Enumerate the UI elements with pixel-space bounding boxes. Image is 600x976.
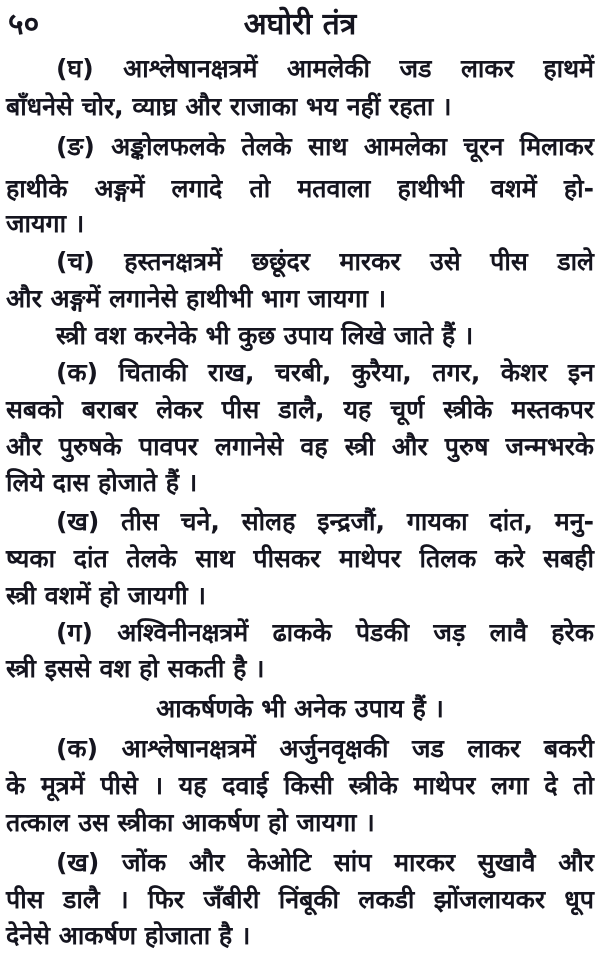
text-line: हाथीके अङ्गमें लगादे तो मतवाला हाथीभी वशमें हो- xyxy=(6,174,594,203)
text-line: देनेसे आकर्षण होजाता है । xyxy=(6,921,251,950)
text-line: स्त्री वशमें हो जायगी । xyxy=(6,581,206,610)
text-line: (क) आश्लेषानक्षत्रमें अर्जुनवृक्षकी जड लाकर बकरी xyxy=(56,734,594,763)
text-line: (ङ) अङ्कोलफलके तेलके साथ आमलेका चूरन मिलाकर xyxy=(56,132,594,161)
running-title: अघोरी तंत्र xyxy=(243,7,357,42)
text-line: तत्काल उस स्त्रीका आकर्षण हो जायगा । xyxy=(6,808,375,837)
text-line: और अङ्गमें लगानेसे हाथीभी भाग जायगा । xyxy=(6,284,387,313)
text-line: (घ) आश्लेषानक्षत्रमें आमलेकी जड लाकर हाथमें xyxy=(56,54,594,83)
text-line: सबको बराबर लेकर पीस डालै, यह चूर्ण स्त्रीके मस्तकपर xyxy=(6,395,594,424)
text-line: लिये दास होजाते हैं । xyxy=(6,468,198,497)
page-number: ५० xyxy=(8,7,40,42)
section-heading: आकर्षणके भी अनेक उपाय हैं । xyxy=(156,694,444,723)
text-line: (च) हस्तनक्षत्रमें छछूंदर मारकर उसे पीस डाले xyxy=(56,247,594,276)
text-line: स्त्री इससे वश हो सकती है । xyxy=(6,654,265,683)
text-line: जायगा । xyxy=(6,209,85,238)
text-line: (ख) जोंक और केओटि सांप मारकर सुखावै और xyxy=(56,848,594,877)
text-line: के मूत्रमें पीसे । यह दवाई किसी स्त्रीके माथेपर लगा दे तो xyxy=(6,771,594,800)
text-line: बाँधनेसे चोर, व्याघ्र और राजाका भय नहीं रहता । xyxy=(6,92,452,121)
text-line: (क) चिताकी राख, चरबी, कुरैया, तगर, केशर इन xyxy=(56,358,594,387)
text-line: (ग) अश्विनीनक्षत्रमें ढाकके पेडकी जड़ लावै हरेक xyxy=(56,618,594,647)
text-line: और पुरुषके पावपर लगानेसे वह स्त्री और पुरुष जन्मभरके xyxy=(6,432,594,461)
text-line: (ख) तीस चने, सोलह इन्द्रजौं, गायका दांत, मनु- xyxy=(56,507,594,536)
section-heading: स्त्री वश करनेके भी कुछ उपाय लिखे जाते हैं । xyxy=(56,321,474,350)
text-line: ष्यका दांत तेलके साथ पीसकर माथेपर तिलक करे सबही xyxy=(6,544,594,573)
text-line: पीस डालै । फिर जँबीरी निंबूकी लकडी झोंजलायकर धूप xyxy=(6,885,594,914)
